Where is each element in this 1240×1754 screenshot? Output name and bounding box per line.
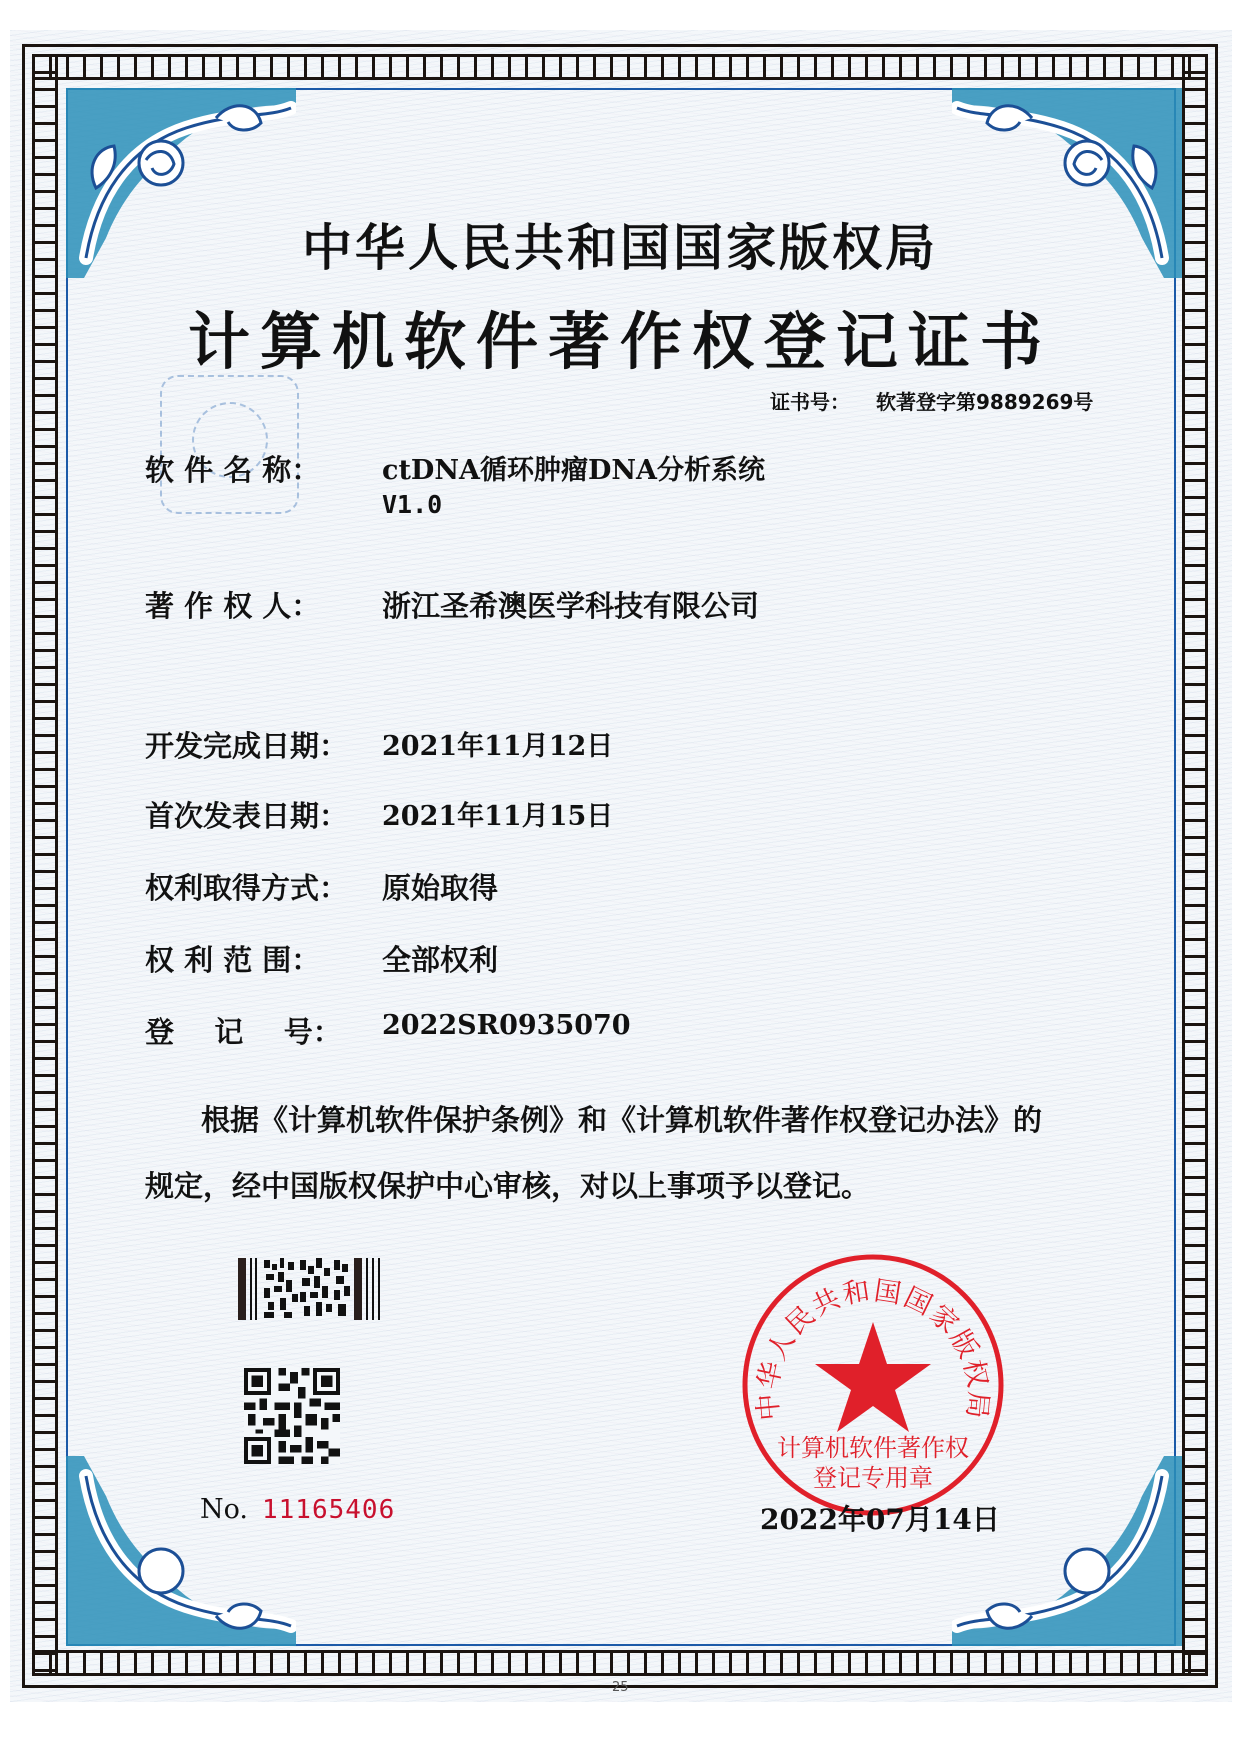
field-value: 全部权利 bbox=[382, 943, 499, 977]
field-label: 著 作 权 人： bbox=[145, 589, 321, 623]
field-value: 原始取得 bbox=[382, 871, 499, 905]
field-value-line2: V1.0 bbox=[382, 490, 443, 519]
field-label: 软 件 名 称： bbox=[145, 453, 321, 487]
corner-ornament-icon bbox=[66, 1456, 296, 1646]
field-label: 权 利 范 围： bbox=[145, 943, 321, 977]
certificate-number bbox=[770, 386, 1093, 415]
field-value: 2021年11月15日 bbox=[382, 801, 614, 832]
field-registration-number bbox=[145, 1010, 631, 1051]
field-value: 2021年11月12日 bbox=[382, 731, 614, 762]
statement-line-1: 根据《计算机软件保护条例》和《计算机软件著作权登记办法》的 bbox=[201, 1103, 1043, 1137]
meander-border-bottom bbox=[32, 1650, 1208, 1676]
certificate-title: 计算机软件著作权登记证书 bbox=[187, 305, 1052, 378]
meander-border-top bbox=[32, 54, 1208, 80]
field-rights-scope bbox=[145, 938, 499, 979]
field-value: 浙江圣希澳医学科技有限公司 bbox=[382, 589, 760, 623]
field-software-name bbox=[145, 448, 765, 519]
serial-number bbox=[200, 1494, 395, 1525]
field-value: ctDNA循环肿瘤DNA分析系统 bbox=[382, 455, 765, 486]
page-number: 25 bbox=[612, 1680, 629, 1695]
issuing-authority: 中华人民共和国国家版权局 bbox=[302, 218, 938, 277]
certificate-number-label: 证书号： bbox=[770, 390, 850, 414]
barcode-icon bbox=[238, 1258, 384, 1320]
svg-text:计算机软件著作权: 计算机软件著作权 bbox=[777, 1434, 969, 1462]
official-seal-icon bbox=[738, 1250, 1008, 1520]
statement-line-2: 规定，经中国版权保护中心审核，对以上事项予以登记。 bbox=[145, 1169, 871, 1203]
svg-text:中华人民共和国国家版权局: 中华人民共和国国家版权局 bbox=[752, 1275, 994, 1422]
certificate-number-value: 软著登字第9889269号 bbox=[876, 390, 1094, 414]
field-copyright-owner bbox=[145, 584, 760, 625]
field-first-publication-date bbox=[145, 794, 614, 835]
serial-label: No. bbox=[200, 1494, 248, 1525]
field-label: 首次发表日期： bbox=[145, 799, 349, 833]
serial-value: 11165406 bbox=[262, 1495, 396, 1525]
field-completion-date bbox=[145, 724, 614, 765]
svg-text:登记专用章: 登记专用章 bbox=[813, 1464, 933, 1492]
field-label: 登 记 号： bbox=[145, 1015, 342, 1049]
issue-date: 2022年07月14日 bbox=[760, 1503, 1000, 1536]
field-value: 2022SR0935070 bbox=[382, 1010, 631, 1041]
emblem-watermark-icon bbox=[160, 375, 299, 514]
qr-code-icon[interactable] bbox=[244, 1368, 340, 1464]
field-label: 权利取得方式： bbox=[145, 871, 349, 905]
field-label: 开发完成日期： bbox=[145, 729, 349, 763]
field-acquisition-method bbox=[145, 866, 499, 907]
